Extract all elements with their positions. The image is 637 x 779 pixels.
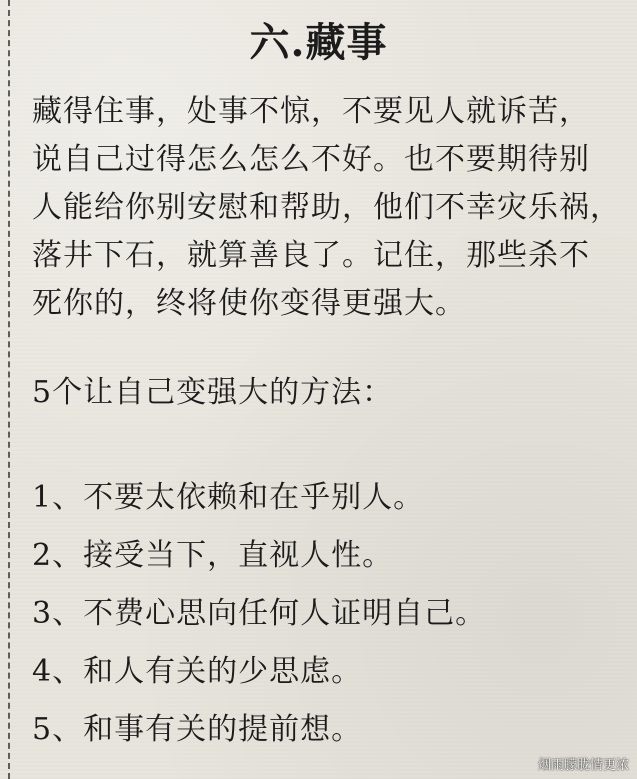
paragraph-line: 死你的，终将使你变得更强大。 [32, 286, 466, 321]
list-item: 1、不要太依赖和在乎别人。 [32, 480, 425, 515]
list-item: 4、和人有关的少思虑。 [32, 654, 363, 689]
methods-list [32, 469, 486, 759]
methods-heading: 5个让自己变强大的方法： [32, 375, 394, 410]
paragraph-line: 说自己过得怎么怎么不好。也不要期待别 [32, 142, 590, 177]
page-title: 六.藏事 [249, 19, 388, 66]
body-paragraph [32, 88, 622, 328]
paragraph-line: 落井下石，就算善良了。记住，那些杀不 [32, 238, 590, 273]
list-item: 5、和事有关的提前想。 [32, 712, 363, 747]
paragraph-line: 人能给你别安慰和帮助，他们不幸灾乐祸， [32, 190, 621, 225]
list-item: 2、接受当下，直视人性。 [32, 538, 394, 573]
list-item: 3、不费心思向任何人证明自己。 [32, 596, 487, 631]
paragraph-line: 藏得住事，处事不惊，不要见人就诉苦， [32, 94, 590, 129]
dashed-margin-line [8, 0, 10, 779]
watermark: 烟雨朦胧情更浓 [537, 758, 629, 773]
